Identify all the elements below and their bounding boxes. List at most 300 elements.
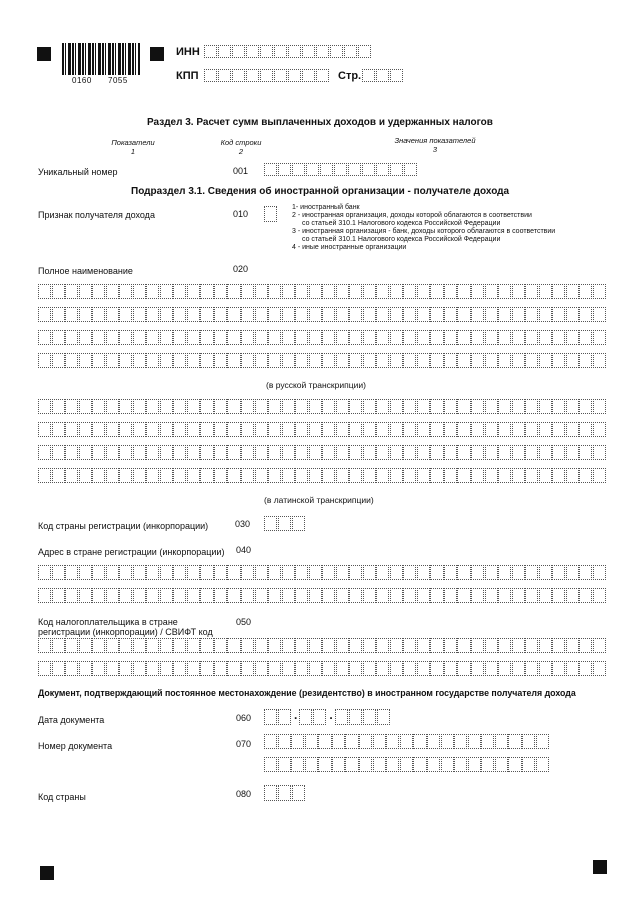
input-cell[interactable] [485, 422, 498, 437]
input-cell[interactable] [508, 734, 521, 749]
input-cell[interactable] [444, 284, 457, 299]
input-cell[interactable] [106, 422, 119, 437]
input-cell[interactable] [227, 588, 240, 603]
input-cell[interactable] [400, 757, 413, 772]
input-cell[interactable] [173, 422, 186, 437]
input-cell[interactable] [200, 661, 213, 676]
input-cell[interactable] [498, 284, 511, 299]
input-cell[interactable] [282, 353, 295, 368]
input-cell[interactable] [390, 399, 403, 414]
input-cell[interactable] [133, 353, 146, 368]
input-cell[interactable] [390, 638, 403, 653]
input-cell[interactable] [133, 468, 146, 483]
input-cell[interactable] [268, 661, 281, 676]
input-cell[interactable] [536, 757, 549, 772]
input-cell[interactable] [160, 638, 173, 653]
input-cell[interactable] [214, 588, 227, 603]
input-cell[interactable] [430, 661, 443, 676]
input-cell[interactable] [322, 661, 335, 676]
input-cell[interactable] [498, 399, 511, 414]
input-cell[interactable] [65, 307, 78, 322]
input-cell[interactable] [373, 734, 386, 749]
full-name-ru-row-1[interactable] [38, 284, 606, 299]
input-cell[interactable] [295, 353, 308, 368]
input-cell[interactable] [403, 468, 416, 483]
input-cell[interactable] [363, 588, 376, 603]
input-cell[interactable] [390, 330, 403, 345]
input-cell[interactable] [295, 588, 308, 603]
input-cell[interactable] [255, 330, 268, 345]
input-cell[interactable] [349, 468, 362, 483]
input-cell[interactable] [552, 307, 565, 322]
input-cell[interactable] [471, 422, 484, 437]
input-cell[interactable] [403, 661, 416, 676]
input-cell[interactable] [227, 445, 240, 460]
input-cell[interactable] [291, 734, 304, 749]
input-cell[interactable] [417, 588, 430, 603]
input-cell[interactable] [241, 445, 254, 460]
input-cell[interactable] [133, 661, 146, 676]
input-cell[interactable] [390, 307, 403, 322]
input-cell[interactable] [566, 565, 579, 580]
input-cell[interactable] [200, 422, 213, 437]
input-cell[interactable] [376, 565, 389, 580]
full-name-lat-row-4[interactable] [38, 468, 606, 483]
input-cell[interactable] [200, 284, 213, 299]
unique-number-field[interactable] [264, 163, 418, 176]
input-cell[interactable] [241, 353, 254, 368]
input-cell[interactable] [336, 399, 349, 414]
input-cell[interactable] [214, 353, 227, 368]
input-cell[interactable] [322, 638, 335, 653]
input-cell[interactable] [512, 330, 525, 345]
input-cell[interactable] [386, 734, 399, 749]
input-cell[interactable] [106, 565, 119, 580]
input-cell[interactable] [485, 353, 498, 368]
input-cell[interactable] [295, 307, 308, 322]
input-cell[interactable] [214, 284, 227, 299]
input-cell[interactable] [214, 307, 227, 322]
input-cell[interactable] [322, 353, 335, 368]
input-cell[interactable] [146, 565, 159, 580]
input-cell[interactable] [173, 638, 186, 653]
input-cell[interactable] [52, 661, 65, 676]
input-cell[interactable] [495, 734, 508, 749]
input-cell[interactable] [444, 445, 457, 460]
input-cell[interactable] [38, 445, 51, 460]
input-cell[interactable] [187, 661, 200, 676]
input-cell[interactable] [485, 565, 498, 580]
input-cell[interactable] [133, 445, 146, 460]
input-cell[interactable] [403, 284, 416, 299]
input-cell[interactable] [403, 307, 416, 322]
input-cell[interactable] [363, 638, 376, 653]
input-cell[interactable] [403, 399, 416, 414]
input-cell[interactable] [471, 307, 484, 322]
input-cell[interactable] [92, 399, 105, 414]
input-cell[interactable] [457, 307, 470, 322]
input-cell[interactable] [173, 468, 186, 483]
input-cell[interactable] [38, 588, 51, 603]
input-cell[interactable] [552, 445, 565, 460]
input-cell[interactable] [255, 445, 268, 460]
input-cell[interactable] [38, 661, 51, 676]
input-cell[interactable] [65, 353, 78, 368]
doc-number-row-1[interactable] [264, 734, 550, 749]
input-cell[interactable] [376, 422, 389, 437]
input-cell[interactable] [485, 588, 498, 603]
input-cell[interactable] [146, 330, 159, 345]
input-cell[interactable] [481, 734, 494, 749]
input-cell[interactable] [566, 353, 579, 368]
input-cell[interactable] [363, 353, 376, 368]
input-cell[interactable] [65, 284, 78, 299]
input-cell[interactable] [52, 399, 65, 414]
input-cell[interactable] [305, 734, 318, 749]
taxpayer-code-row-2[interactable] [38, 661, 606, 676]
input-cell[interactable] [65, 399, 78, 414]
input-cell[interactable] [349, 661, 362, 676]
input-cell[interactable] [376, 445, 389, 460]
input-cell[interactable] [119, 661, 132, 676]
input-cell[interactable] [525, 284, 538, 299]
input-cell[interactable] [579, 661, 592, 676]
input-cell[interactable] [471, 661, 484, 676]
input-cell[interactable] [539, 330, 552, 345]
input-cell[interactable] [65, 445, 78, 460]
input-cell[interactable] [241, 565, 254, 580]
input-cell[interactable] [268, 565, 281, 580]
input-cell[interactable] [214, 661, 227, 676]
input-cell[interactable] [106, 399, 119, 414]
input-cell[interactable] [65, 422, 78, 437]
input-cell[interactable] [579, 468, 592, 483]
input-cell[interactable] [376, 353, 389, 368]
input-cell[interactable] [322, 284, 335, 299]
input-cell[interactable] [79, 353, 92, 368]
input-cell[interactable] [512, 445, 525, 460]
input-cell[interactable] [539, 307, 552, 322]
input-cell[interactable] [566, 638, 579, 653]
input-cell[interactable] [52, 284, 65, 299]
input-cell[interactable] [92, 284, 105, 299]
input-cell[interactable] [309, 468, 322, 483]
input-cell[interactable] [512, 588, 525, 603]
input-cell[interactable] [363, 468, 376, 483]
input-cell[interactable] [539, 284, 552, 299]
input-cell[interactable] [160, 588, 173, 603]
input-cell[interactable] [52, 307, 65, 322]
input-cell[interactable] [160, 330, 173, 345]
input-cell[interactable] [322, 445, 335, 460]
doc-number-row-2[interactable] [264, 757, 550, 772]
input-cell[interactable] [52, 445, 65, 460]
input-cell[interactable] [336, 588, 349, 603]
input-cell[interactable] [457, 565, 470, 580]
input-cell[interactable] [255, 422, 268, 437]
input-cell[interactable] [106, 307, 119, 322]
input-cell[interactable] [133, 284, 146, 299]
input-cell[interactable] [444, 330, 457, 345]
input-cell[interactable] [255, 307, 268, 322]
input-cell[interactable] [282, 330, 295, 345]
input-cell[interactable] [200, 399, 213, 414]
input-cell[interactable] [485, 330, 498, 345]
input-cell[interactable] [512, 353, 525, 368]
input-cell[interactable] [430, 284, 443, 299]
input-cell[interactable] [119, 638, 132, 653]
input-cell[interactable] [282, 445, 295, 460]
input-cell[interactable] [255, 638, 268, 653]
input-cell[interactable] [255, 284, 268, 299]
input-cell[interactable] [282, 307, 295, 322]
input-cell[interactable] [309, 588, 322, 603]
input-cell[interactable] [309, 399, 322, 414]
input-cell[interactable] [566, 588, 579, 603]
input-cell[interactable] [593, 353, 606, 368]
input-cell[interactable] [187, 638, 200, 653]
input-cell[interactable] [468, 757, 481, 772]
input-cell[interactable] [309, 284, 322, 299]
input-cell[interactable] [552, 353, 565, 368]
input-cell[interactable] [552, 330, 565, 345]
input-cell[interactable] [160, 422, 173, 437]
input-cell[interactable] [52, 330, 65, 345]
input-cell[interactable] [119, 307, 132, 322]
input-cell[interactable] [552, 284, 565, 299]
input-cell[interactable] [322, 468, 335, 483]
input-cell[interactable] [264, 757, 277, 772]
input-cell[interactable] [579, 565, 592, 580]
input-cell[interactable] [92, 638, 105, 653]
input-cell[interactable] [65, 330, 78, 345]
input-cell[interactable] [79, 284, 92, 299]
input-cell[interactable] [471, 588, 484, 603]
input-cell[interactable] [525, 422, 538, 437]
input-cell[interactable] [441, 757, 454, 772]
input-cell[interactable] [214, 330, 227, 345]
input-cell[interactable] [417, 422, 430, 437]
input-cell[interactable] [119, 284, 132, 299]
input-cell[interactable] [173, 588, 186, 603]
input-cell[interactable] [345, 734, 358, 749]
input-cell[interactable] [359, 757, 372, 772]
input-cell[interactable] [403, 565, 416, 580]
input-cell[interactable] [579, 307, 592, 322]
input-cell[interactable] [92, 565, 105, 580]
input-cell[interactable] [227, 468, 240, 483]
input-cell[interactable] [119, 565, 132, 580]
input-cell[interactable] [322, 307, 335, 322]
input-cell[interactable] [318, 757, 331, 772]
input-cell[interactable] [579, 330, 592, 345]
input-cell[interactable] [403, 588, 416, 603]
input-cell[interactable] [79, 422, 92, 437]
input-cell[interactable] [295, 445, 308, 460]
input-cell[interactable] [79, 445, 92, 460]
input-cell[interactable] [498, 565, 511, 580]
input-cell[interactable] [214, 445, 227, 460]
input-cell[interactable] [386, 757, 399, 772]
input-cell[interactable] [539, 422, 552, 437]
input-cell[interactable] [291, 757, 304, 772]
input-cell[interactable] [522, 734, 535, 749]
input-cell[interactable] [376, 588, 389, 603]
input-cell[interactable] [390, 422, 403, 437]
input-cell[interactable] [200, 307, 213, 322]
input-cell[interactable] [173, 661, 186, 676]
input-cell[interactable] [430, 422, 443, 437]
input-cell[interactable] [539, 661, 552, 676]
input-cell[interactable] [52, 565, 65, 580]
input-cell[interactable] [336, 565, 349, 580]
input-cell[interactable] [119, 468, 132, 483]
input-cell[interactable] [417, 307, 430, 322]
input-cell[interactable] [457, 284, 470, 299]
input-cell[interactable] [403, 330, 416, 345]
input-cell[interactable] [92, 588, 105, 603]
input-cell[interactable] [363, 330, 376, 345]
input-cell[interactable] [363, 445, 376, 460]
input-cell[interactable] [512, 638, 525, 653]
input-cell[interactable] [214, 565, 227, 580]
input-cell[interactable] [390, 588, 403, 603]
input-cell[interactable] [200, 468, 213, 483]
input-cell[interactable] [282, 399, 295, 414]
input-cell[interactable] [336, 284, 349, 299]
input-cell[interactable] [593, 284, 606, 299]
inn-field[interactable] [204, 45, 372, 58]
input-cell[interactable] [444, 565, 457, 580]
input-cell[interactable] [79, 565, 92, 580]
full-name-lat-row-2[interactable] [38, 422, 606, 437]
input-cell[interactable] [92, 445, 105, 460]
input-cell[interactable] [444, 353, 457, 368]
input-cell[interactable] [160, 565, 173, 580]
country-code-field[interactable] [264, 785, 306, 801]
input-cell[interactable] [200, 565, 213, 580]
input-cell[interactable] [187, 330, 200, 345]
input-cell[interactable] [485, 284, 498, 299]
input-cell[interactable] [187, 445, 200, 460]
input-cell[interactable] [52, 468, 65, 483]
input-cell[interactable] [390, 468, 403, 483]
input-cell[interactable] [227, 422, 240, 437]
input-cell[interactable] [309, 565, 322, 580]
input-cell[interactable] [133, 638, 146, 653]
input-cell[interactable] [173, 330, 186, 345]
input-cell[interactable] [309, 638, 322, 653]
input-cell[interactable] [345, 757, 358, 772]
input-cell[interactable] [227, 284, 240, 299]
kpp-field[interactable] [204, 69, 330, 82]
input-cell[interactable] [468, 734, 481, 749]
input-cell[interactable] [282, 638, 295, 653]
input-cell[interactable] [133, 307, 146, 322]
input-cell[interactable] [525, 445, 538, 460]
input-cell[interactable] [444, 468, 457, 483]
input-cell[interactable] [498, 307, 511, 322]
input-cell[interactable] [525, 661, 538, 676]
input-cell[interactable] [187, 422, 200, 437]
input-cell[interactable] [309, 353, 322, 368]
input-cell[interactable] [38, 468, 51, 483]
input-cell[interactable] [403, 422, 416, 437]
input-cell[interactable] [322, 399, 335, 414]
address-row-2[interactable] [38, 588, 606, 603]
input-cell[interactable] [160, 307, 173, 322]
input-cell[interactable] [471, 284, 484, 299]
input-cell[interactable] [295, 468, 308, 483]
input-cell[interactable] [295, 638, 308, 653]
input-cell[interactable] [417, 661, 430, 676]
input-cell[interactable] [65, 565, 78, 580]
input-cell[interactable] [79, 399, 92, 414]
input-cell[interactable] [471, 565, 484, 580]
input-cell[interactable] [539, 588, 552, 603]
input-cell[interactable] [525, 353, 538, 368]
input-cell[interactable] [332, 734, 345, 749]
input-cell[interactable] [363, 422, 376, 437]
input-cell[interactable] [552, 638, 565, 653]
input-cell[interactable] [106, 353, 119, 368]
input-cell[interactable] [106, 445, 119, 460]
input-cell[interactable] [485, 445, 498, 460]
input-cell[interactable] [430, 330, 443, 345]
input-cell[interactable] [332, 757, 345, 772]
input-cell[interactable] [349, 638, 362, 653]
input-cell[interactable] [65, 588, 78, 603]
input-cell[interactable] [457, 422, 470, 437]
full-name-lat-row-1[interactable] [38, 399, 606, 414]
input-cell[interactable] [417, 399, 430, 414]
input-cell[interactable] [173, 399, 186, 414]
input-cell[interactable] [241, 330, 254, 345]
input-cell[interactable] [512, 468, 525, 483]
input-cell[interactable] [336, 468, 349, 483]
input-cell[interactable] [214, 399, 227, 414]
input-cell[interactable] [336, 638, 349, 653]
input-cell[interactable] [106, 284, 119, 299]
input-cell[interactable] [512, 661, 525, 676]
input-cell[interactable] [282, 422, 295, 437]
input-cell[interactable] [187, 353, 200, 368]
input-cell[interactable] [512, 565, 525, 580]
input-cell[interactable] [38, 399, 51, 414]
input-cell[interactable] [92, 307, 105, 322]
input-cell[interactable] [498, 468, 511, 483]
input-cell[interactable] [52, 638, 65, 653]
input-cell[interactable] [363, 284, 376, 299]
input-cell[interactable] [552, 565, 565, 580]
input-cell[interactable] [38, 330, 51, 345]
input-cell[interactable] [268, 307, 281, 322]
input-cell[interactable] [417, 638, 430, 653]
input-cell[interactable] [227, 399, 240, 414]
input-cell[interactable] [539, 353, 552, 368]
input-cell[interactable] [349, 445, 362, 460]
input-cell[interactable] [498, 588, 511, 603]
input-cell[interactable] [305, 757, 318, 772]
input-cell[interactable] [146, 445, 159, 460]
input-cell[interactable] [106, 638, 119, 653]
input-cell[interactable] [579, 588, 592, 603]
input-cell[interactable] [525, 399, 538, 414]
input-cell[interactable] [417, 468, 430, 483]
input-cell[interactable] [187, 399, 200, 414]
input-cell[interactable] [241, 399, 254, 414]
input-cell[interactable] [295, 399, 308, 414]
